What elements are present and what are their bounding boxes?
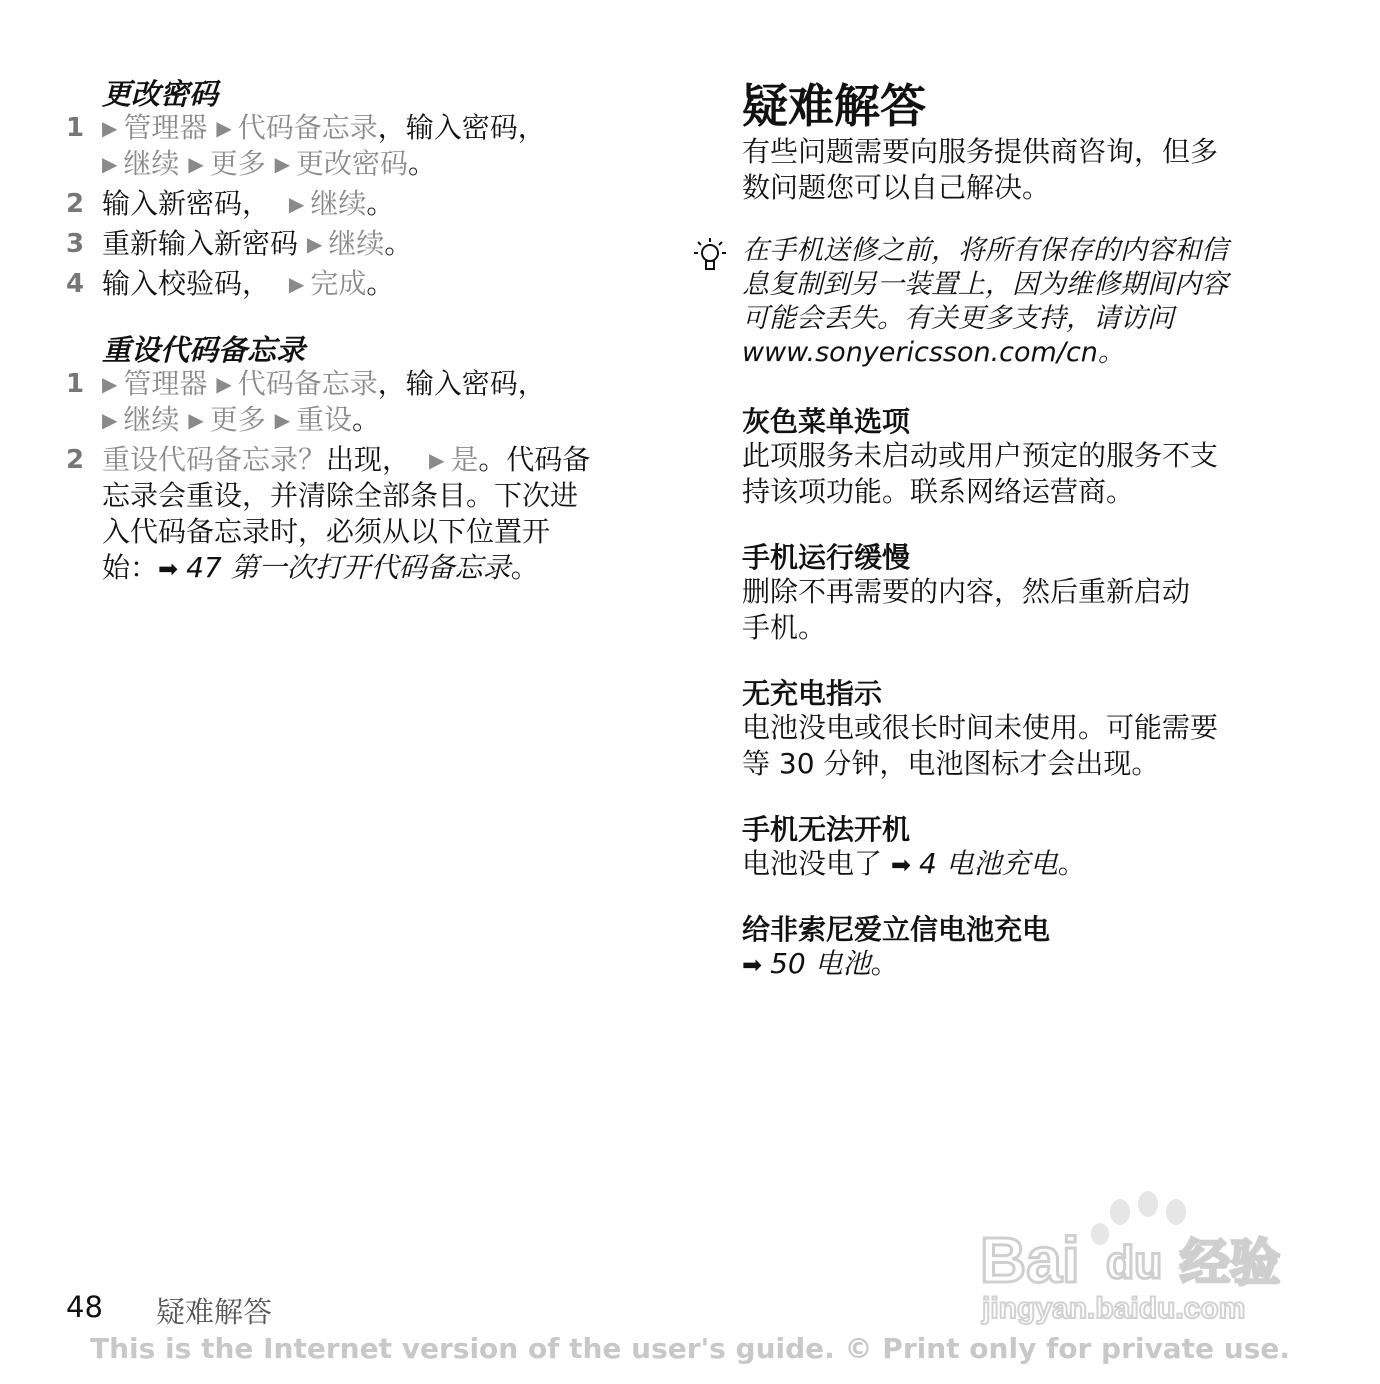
- instruction-text: 。: [352, 403, 381, 436]
- page-reference-arrow-icon: ➡: [742, 951, 763, 979]
- page-number: 48: [66, 1290, 103, 1324]
- instruction-text: ，输入密码，: [377, 111, 546, 144]
- reset-step-2-line-2: 忘录会重设，并清除全部条目。下次进: [102, 479, 579, 512]
- step-3: [66, 226, 412, 264]
- page-title: 疑难解答: [742, 79, 926, 133]
- tip-text: [742, 234, 1228, 370]
- select-arrow-icon: ▶: [102, 408, 118, 432]
- instruction-text: 。: [366, 267, 395, 300]
- step-4: [66, 266, 394, 304]
- baidu-watermark: [980, 1190, 1310, 1330]
- heading-cannot-start: 手机无法开机: [742, 813, 911, 846]
- instruction-text: 。: [408, 147, 437, 180]
- gray-menu-line-2: 持该项功能。联系网络运营商。: [742, 475, 1135, 508]
- instruction-text: ，输入密码，: [377, 367, 546, 400]
- select-arrow-icon: ▶: [306, 232, 323, 256]
- page-reference-arrow-icon: ➡: [890, 851, 912, 879]
- menu-path-item: 继续: [123, 147, 180, 180]
- tip-url[interactable]: www.sonyericsson.com/cn。: [742, 337, 1125, 368]
- gray-menu-line-1: 此项服务未启动或用户预定的服务不支: [742, 439, 1219, 472]
- watermark-brand-cn: 经验: [1180, 1234, 1280, 1292]
- menu-path-item: 继续: [123, 403, 180, 436]
- step-number: 2: [66, 189, 85, 219]
- heading-charge-other-battery: 给非索尼爱立信电池充电: [742, 913, 1051, 946]
- step-number: 1: [66, 369, 85, 399]
- instruction-text: 始：: [102, 551, 159, 584]
- page-reference-number[interactable]: 4: [919, 847, 937, 880]
- tip-line: 息复制到另一装置上，因为维修期间内容: [742, 269, 1228, 300]
- step-number: 2: [66, 445, 85, 475]
- step-number: 1: [66, 113, 85, 143]
- step-1-line-2: [102, 146, 436, 184]
- instruction-text: 。代码备: [478, 443, 591, 476]
- no-charge-line-2: 等 30 分钟，电池图标才会出现。: [742, 747, 1160, 780]
- tip-lightbulb-icon: [690, 236, 730, 278]
- reset-step-2-line-1: [66, 442, 590, 480]
- instruction-text: 输入新密码，: [102, 187, 271, 220]
- instruction-text: 出现，: [326, 443, 411, 476]
- watermark-brand-left: Bai: [980, 1224, 1080, 1296]
- slow-phone-line-2: 手机。: [742, 611, 827, 644]
- page-reference-link[interactable]: 电池充电: [945, 847, 1058, 880]
- prompt-text: 重设代码备忘录？: [102, 443, 327, 476]
- instruction-text: 输入校验码，: [102, 267, 271, 300]
- cannot-start-line: [742, 846, 1086, 883]
- menu-path-item: 重设: [296, 403, 353, 436]
- menu-path-item: 继续: [310, 187, 367, 220]
- instruction-text: 电池没电了: [742, 847, 883, 880]
- menu-path-item: 更多: [209, 147, 266, 180]
- step-1-line-1: [66, 110, 546, 148]
- step-2: [66, 186, 394, 224]
- instruction-text: 。: [1057, 847, 1086, 880]
- footer-section-title: 疑难解答: [156, 1295, 273, 1329]
- reset-step-1-line-1: [66, 366, 546, 404]
- select-arrow-icon: ▶: [188, 152, 204, 176]
- menu-path-item: 继续: [328, 227, 385, 260]
- watermark-url: jingyan.baidu.com: [982, 1292, 1246, 1325]
- intro-line-1: 有些问题需要向服务提供商咨询，但多: [742, 135, 1219, 168]
- instruction-text: 。: [870, 947, 899, 980]
- select-arrow-icon: ▶: [274, 152, 291, 176]
- select-arrow-icon: ▶: [288, 192, 305, 216]
- menu-path-item: 代码备忘录: [237, 111, 378, 144]
- instruction-text: 。: [384, 227, 413, 260]
- reset-step-2-line-4: [102, 550, 539, 587]
- heading-no-charge: 无充电指示: [742, 677, 883, 710]
- select-arrow-icon: ▶: [102, 152, 118, 176]
- heading-gray-menu: 灰色菜单选项: [742, 405, 911, 438]
- step-number: 4: [66, 269, 85, 299]
- select-arrow-icon: ▶: [102, 116, 118, 140]
- section-title-change-password: 更改密码: [102, 77, 219, 111]
- legal-notice: This is the Internet version of the user's guide. © Print only for private use.: [90, 1332, 1290, 1365]
- page-reference-link[interactable]: 第一次打开代码备忘录: [230, 551, 511, 584]
- intro-line-2: 数问题您可以自己解决。: [742, 171, 1051, 204]
- select-arrow-icon: ▶: [288, 272, 305, 296]
- menu-path-item: 管理器: [123, 111, 208, 144]
- step-number: 3: [66, 229, 85, 259]
- slow-phone-line-1: 删除不再需要的内容，然后重新启动: [742, 575, 1191, 608]
- select-arrow-icon: ▶: [102, 372, 118, 396]
- page-reference-link[interactable]: 电池: [814, 947, 871, 980]
- menu-path-item: 代码备忘录: [237, 367, 378, 400]
- select-arrow-icon: ▶: [188, 408, 204, 432]
- section-title-reset-code-memo: 重设代码备忘录: [102, 333, 306, 367]
- menu-path-item: 更改密码: [296, 147, 409, 180]
- instruction-text: 重新输入新密码: [102, 227, 299, 260]
- charge-other-line: [742, 946, 899, 983]
- watermark-brand-right: du: [1106, 1236, 1163, 1288]
- menu-path-item: 完成: [310, 267, 367, 300]
- page-reference-number[interactable]: 50: [770, 947, 806, 980]
- heading-slow-phone: 手机运行缓慢: [742, 541, 911, 574]
- select-arrow-icon: ▶: [216, 372, 232, 396]
- tip-line: 可能会丢失。有关更多支持，请访问: [742, 303, 1174, 334]
- instruction-text: 。: [510, 551, 539, 584]
- page-reference-number[interactable]: 47: [186, 551, 222, 584]
- menu-path-item: 更多: [209, 403, 266, 436]
- select-arrow-icon: ▶: [428, 448, 445, 472]
- instruction-text: 。: [366, 187, 395, 220]
- menu-path-item: 管理器: [123, 367, 208, 400]
- select-arrow-icon: ▶: [216, 116, 232, 140]
- select-arrow-icon: ▶: [274, 408, 291, 432]
- tip-line: 在手机送修之前，将所有保存的内容和信: [742, 235, 1228, 266]
- reset-step-2-line-3: 入代码备忘录时，必须从以下位置开: [102, 515, 551, 548]
- reset-step-1-line-2: [102, 402, 380, 440]
- page-reference-arrow-icon: ➡: [158, 555, 179, 583]
- menu-path-item: 是: [450, 443, 479, 476]
- no-charge-line-1: 电池没电或很长时间未使用。可能需要: [742, 711, 1219, 744]
